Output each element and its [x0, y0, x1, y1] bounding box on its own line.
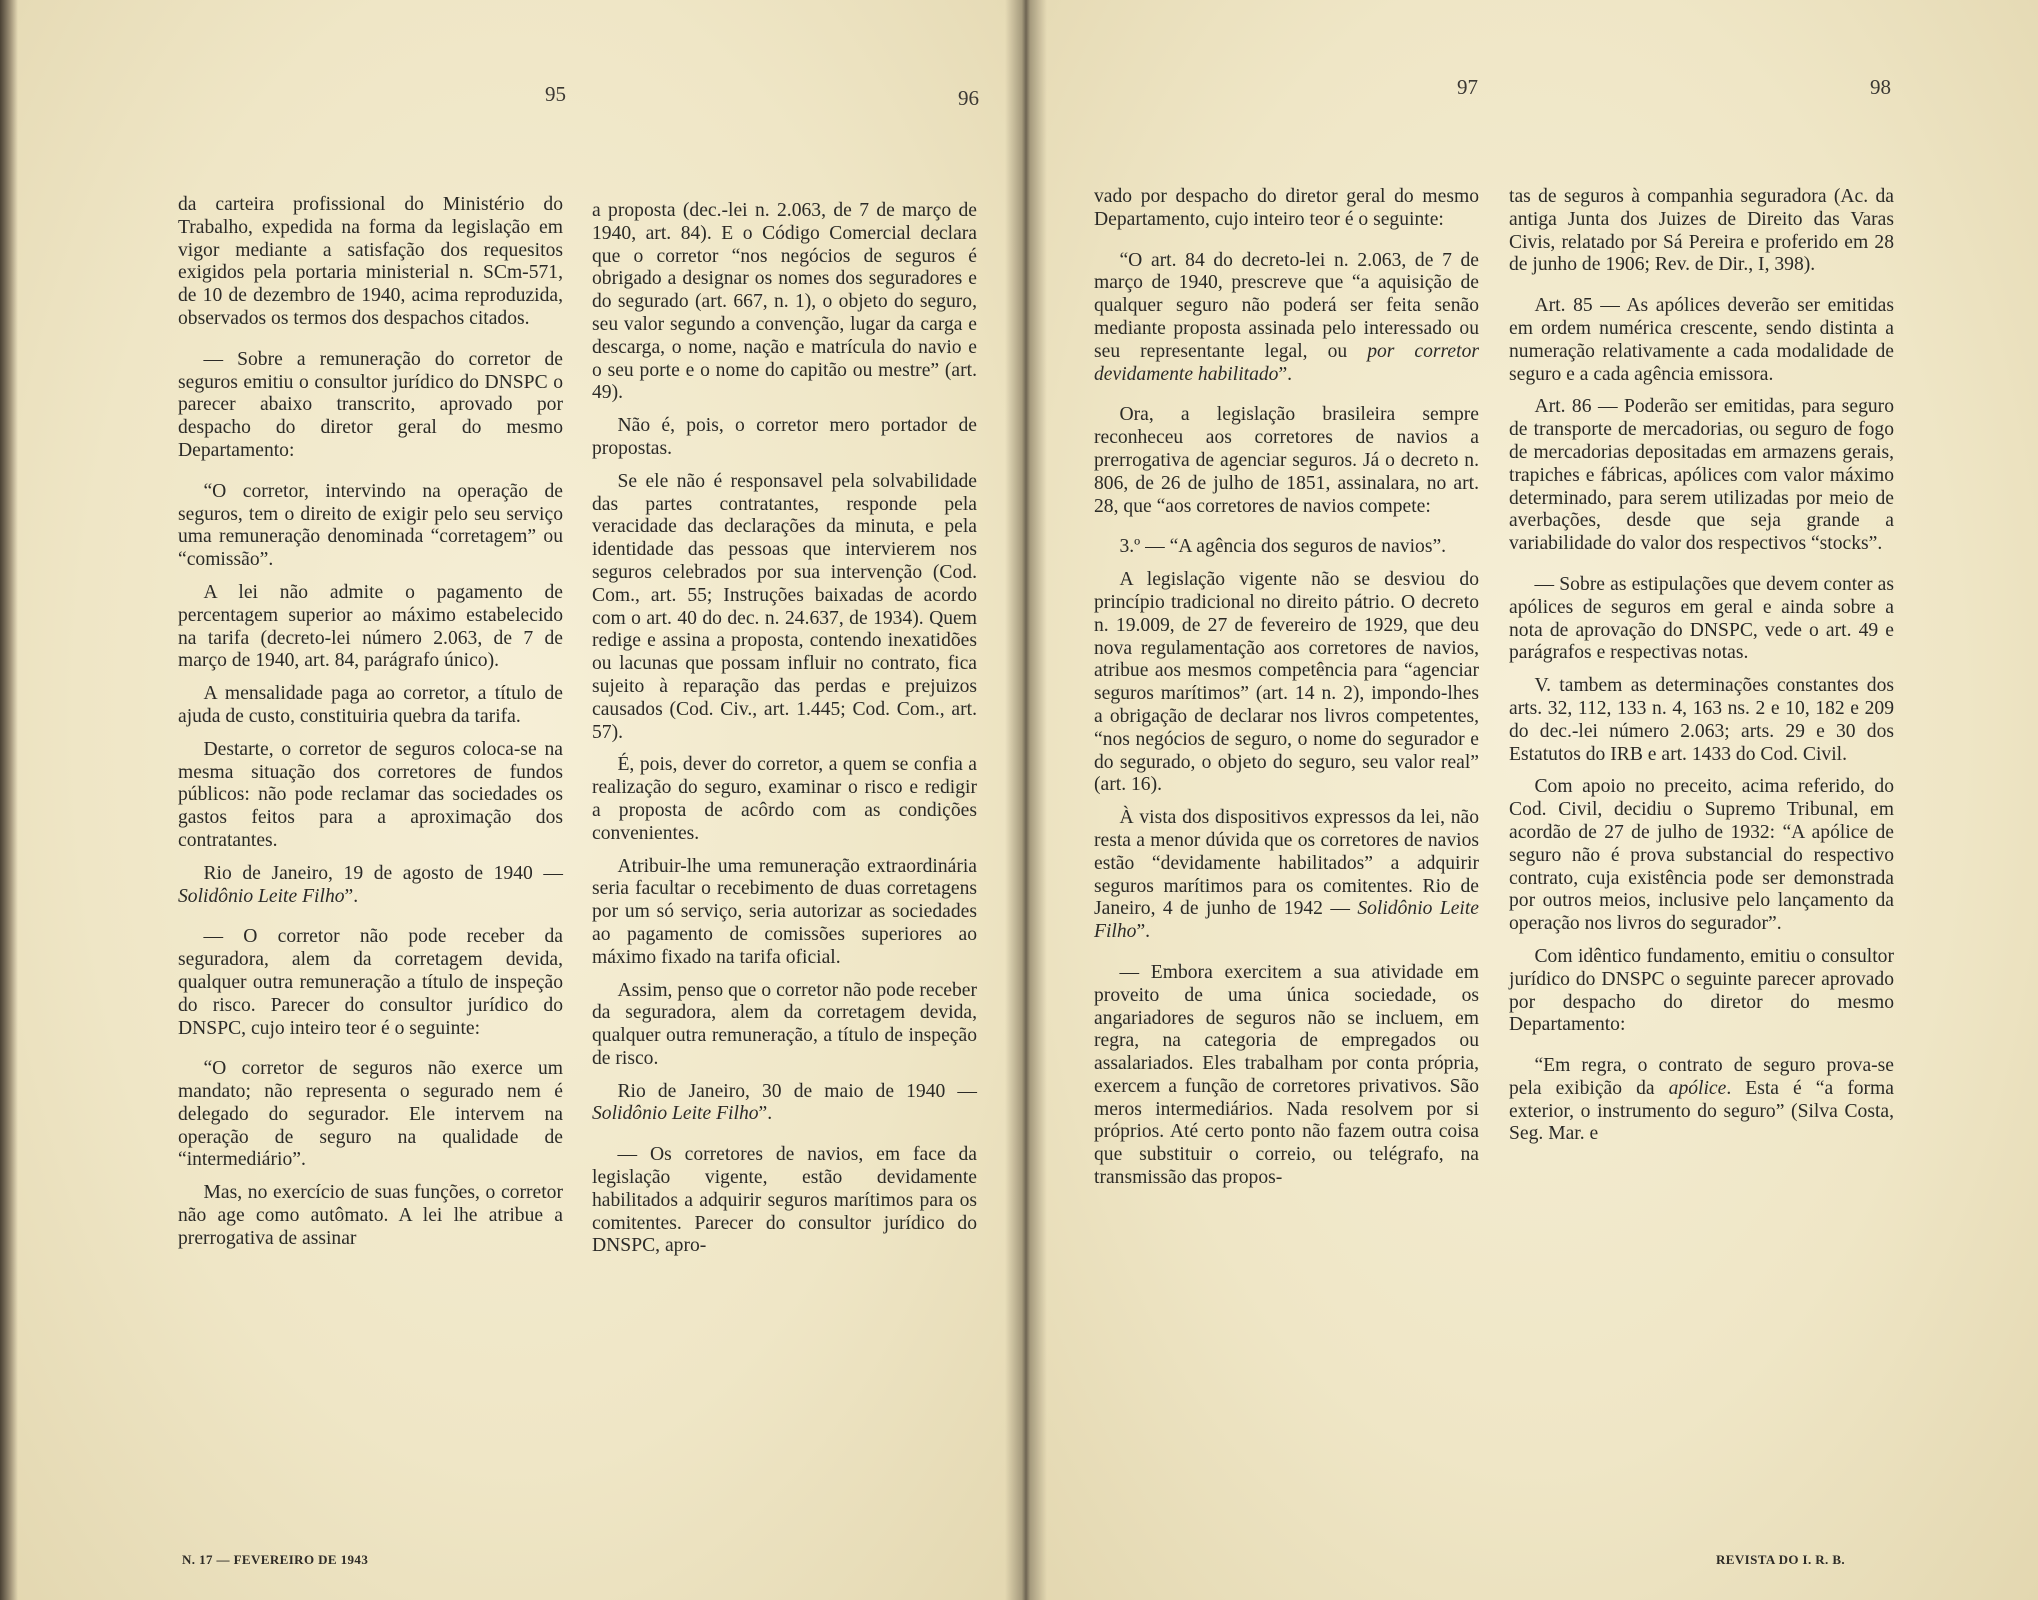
paragraph — [1509, 396, 1894, 556]
book-edge — [0, 0, 18, 1600]
paragraph — [178, 739, 563, 853]
text-column-page-96 — [592, 200, 977, 1268]
paragraph — [592, 471, 977, 745]
paragraph-text: Art. 86 — Poderão ser emitidas, para seguro de transporte de mercadorias, ou seguro de fogo de mercadorias depositadas em armazens gerais, trapiches e fábricas, apólices com valor máximo determinado, para serem utilizadas por meio de averbações, desde que seja grande a variabilidade do valor dos respectivos “stocks”. — [1509, 396, 1894, 555]
paragraph — [1094, 962, 1479, 1190]
paragraph — [1094, 807, 1479, 944]
paragraph — [1509, 675, 1894, 766]
italic-text: Solidônio Leite Filho — [1094, 898, 1479, 943]
paragraph — [178, 349, 563, 463]
paragraph — [592, 1144, 977, 1258]
paragraph — [1509, 1055, 1894, 1146]
footer-issue: N. 17 — FEVEREIRO DE 1943 — [182, 1552, 369, 1567]
paragraph-text: — Os corretores de navios, em face da legislação vigente, estão devidamente habilitados a adquirir seguros marítimos para os comitentes. Parecer do consultor jurídico do DNSPC, apro- — [592, 1144, 977, 1257]
italic-text: apólice — [1668, 1077, 1727, 1099]
text-column-page-98 — [1509, 186, 1894, 1156]
page-number-98: 98 — [1870, 75, 1891, 99]
book-gutter — [1005, 0, 1047, 1600]
paragraph — [592, 415, 977, 461]
paragraph-tail: ”. — [1136, 921, 1151, 943]
paragraph-tail: . Esta é “a forma exterior, o instrumento do seguro” (Silva Costa, Seg. Mar. e — [1509, 1077, 1894, 1145]
paragraph-text: — Embora exercitem a sua atividade em proveito de uma única sociedade, os angariadores de seguros não se incluem, em regra, na categoria de empregados ou assalariados. Eles trabalham por conta própria, exercem a função de corretores privativos. São meros intermediários. Nada resolvem por si próprios. Até certo ponto não fazem outra coisa que substituir o correio, ou telégrafo, na transmissão das propos- — [1094, 961, 1479, 1189]
italic-text: Solidônio Leite Filho — [592, 1103, 759, 1125]
paragraph-text: — Sobre a remuneração do corretor de seguros emitiu o consultor jurídico do DNSPC o parecer abaixo transcrito, aprovado por despacho do diretor geral do mesmo Departamento: — [178, 348, 563, 461]
paragraph — [1094, 186, 1479, 232]
paragraph-text: Se ele não é responsavel pela solvabilidade das partes contratantes, responde pela veracidade das declarações da minuta, e pela identidade das pessoas que intervierem nos seguros celebrados por sua intervenção (Cod. Com., art. 55; Instruções baixadas de acordo com o art. 40 do dec. n. 24.637, de 1934). Quem redige e assina a proposta, contendo inexatidões ou lacunas que possam influir no contrato, fica sujeito à reparação das perdas e prejuizos causados (Cod. Civ., art. 1.445; Cod. Com., art. 57). — [592, 470, 977, 743]
paragraph-text: V. tambem as determinações constantes dos arts. 32, 112, 133 n. 4, 163 ns. 2 e 10, 182 e 209 do dec.-lei número 2.063; arts. 29 e 30 dos Estatutos do IRB e art. 1433 do Cod. Civil. — [1509, 675, 1894, 765]
paragraph — [1509, 574, 1894, 665]
paragraph-text: Rio de Janeiro, 19 de agosto de 1940 — — [203, 862, 563, 884]
paragraph-text: a proposta (dec.-lei n. 2.063, de 7 de março de 1940, art. 84). E o Código Comercial declara que o corretor “nos negócios de seguros é obrigado a designar os nomes dos seguradores e do segurado (art. 667, n. 1), o objeto do seguro, seu valor segundo a convenção, lugar da carga e descarga, o nome, nação e matrícula do navio e o seu porte e o nome do capitão ou mestre” (art. 49). — [592, 200, 977, 404]
page-number-96: 96 — [958, 86, 979, 110]
italic-text: por corretor devidamente habilitado — [1094, 340, 1479, 385]
paragraph-text: “O corretor de seguros não exerce um mandato; não representa o segurado nem é delegado do segurador. Ele intervem na operação de seguro na qualidade de “intermediário”. — [178, 1058, 563, 1171]
paragraph — [178, 481, 563, 572]
paragraph-tail: ”. — [758, 1103, 773, 1125]
footer-journal: REVISTA DO I. R. B. — [1716, 1552, 1846, 1567]
paragraph — [1094, 404, 1479, 518]
paragraph-text: “O corretor, intervindo na operação de seguros, tem o direito de exigir pelo seu serviço uma remuneração denominada “corretagem” ou “comissão”. — [178, 480, 563, 571]
paragraph — [592, 856, 977, 970]
paragraph — [1509, 946, 1894, 1037]
paragraph-text: Mas, no exercício de suas funções, o corretor não age como autômato. A lei lhe atribue a prerrogativa de assinar — [178, 1182, 563, 1249]
paragraph — [1509, 776, 1894, 936]
paragraph-text: Com idêntico fundamento, emitiu o consultor jurídico do DNSPC o seguinte parecer aprovado por despacho do diretor do mesmo Departamento: — [1509, 945, 1894, 1036]
paragraph-text: — Sobre as estipulações que devem conter as apólices de seguros em geral e ainda sobre a nota de aprovação do DNSPC, vede o art. 49 e parágrafos e respectivas notas. — [1509, 573, 1894, 664]
paragraph — [592, 980, 977, 1071]
paragraph — [592, 1081, 977, 1127]
paragraph-text: Art. 85 — As apólices deverão ser emitidas em ordem numérica crescente, sendo distinta a numeração relativamente a cada modalidade de seguro e a cada agência emissora. — [1509, 295, 1894, 385]
paragraph — [1509, 295, 1894, 386]
paragraph-text: — O corretor não pode receber da seguradora, alem da corretagem devida, qualquer outra remuneração a título de inspeção do risco. Parecer do consultor jurídico do DNSPC, cujo inteiro teor é o seguinte: — [178, 926, 563, 1039]
italic-text: Solidônio Leite Filho — [178, 885, 345, 907]
paragraph — [1094, 536, 1479, 559]
paragraph — [592, 754, 977, 845]
paragraph — [1094, 250, 1479, 387]
paragraph — [178, 863, 563, 909]
paragraph-tail: ”. — [1278, 363, 1293, 385]
paragraph — [1094, 569, 1479, 797]
paragraph-text: “O art. 84 do decreto-lei n. 2.063, de 7 de março de 1940, prescreve que “a aquisição de qualquer seguro não poderá ser feita senão mediante proposta assinada pelo interessado ou seu representante legal, ou — [1094, 249, 1479, 362]
paragraph-text: A lei não admite o pagamento de percentagem superior ao máximo estabelecido na tarifa (decreto-lei número 2.063, de 7 de março de 1940, art. 84, parágrafo único). — [178, 581, 563, 672]
paragraph-text: A mensalidade paga ao corretor, a título de ajuda de custo, constituiria quebra da tarifa. — [178, 683, 563, 727]
paragraph — [178, 1058, 563, 1172]
text-column-page-95 — [178, 194, 563, 1261]
paragraph — [178, 683, 563, 729]
paragraph — [1509, 186, 1894, 277]
paragraph-text: vado por despacho do diretor geral do mesmo Departamento, cujo inteiro teor é o seguinte: — [1094, 186, 1479, 230]
paragraph-text: A legislação vigente não se desviou do princípio tradicional no direito pátrio. O decreto n. 19.009, de 27 de fevereiro de 1929, que deu nova regulamentação aos corretores de navios, atribue aos mesmos competência para “agenciar seguros marítimos” (art. 14 n. 2), impondo-lhes a obrigação de declarar nos livros competentes, “nos negócios de seguro, o nome do segurador e do segurado, o objeto do seguro, seu valor real” (art. 16). — [1094, 569, 1479, 796]
text-column-page-97 — [1094, 186, 1479, 1200]
paragraph-text: “Em regra, o contrato de seguro prova-se pela exibição da — [1509, 1055, 1894, 1099]
paragraph-text: É, pois, dever do corretor, a quem se confia a realização do seguro, examinar o risco e redigir a proposta de acôrdo com as condições convenientes. — [592, 754, 977, 844]
paragraph — [178, 194, 563, 331]
paragraph — [178, 582, 563, 673]
paragraph — [178, 926, 563, 1040]
paragraph-text: da carteira profissional do Ministério do Trabalho, expedida na forma da legislação em vigor mediante a satisfação dos requesitos exigidos pela portaria ministerial n. SCm-571, de 10 de dezembro de 1940, acima reproduzida, observados os termos dos despachos citados. — [178, 194, 563, 329]
paragraph-text: Destarte, o corretor de seguros coloca-se na mesma situação dos corretores de fundos públicos: não pode reclamar das sociedades os gastos feitos para a aproximação dos contratantes. — [178, 738, 563, 851]
page-number-97: 97 — [1457, 75, 1478, 99]
paragraph — [592, 200, 977, 405]
paragraph-text: Não é, pois, o corretor mero portador de propostas. — [592, 415, 977, 459]
paragraph-tail: ”. — [344, 885, 359, 907]
page-number-95: 95 — [545, 82, 566, 106]
paragraph-text: tas de seguros à companhia seguradora (Ac. da antiga Junta dos Juizes de Direito das Varas Civis, relatado por Sá Pereira e proferido em 28 de junho de 1906; Rev. de Dir., I, 398). — [1509, 186, 1894, 276]
paragraph-text: Com apoio no preceito, acima referido, do Cod. Civil, decidiu o Supremo Tribunal, em acordão de 27 de julho de 1932: “A apólice de seguro não é prova substancial do respectivo contrato, cuja existência pode ser demonstrada por outros meios, inclusive pelo lançamento da operação nos livros do segurador”. — [1509, 776, 1894, 935]
paragraph-text: Rio de Janeiro, 30 de maio de 1940 — — [617, 1080, 977, 1102]
paragraph-text: Ora, a legislação brasileira sempre reconheceu aos corretores de navios a prerrogativa de agenciar seguros. Já o decreto n. 806, de 26 de julho de 1851, assinalara, no art. 28, que “aos corretores de navios compete: — [1094, 404, 1479, 517]
paragraph-text: Assim, penso que o corretor não pode receber da seguradora, alem da corretagem devida, qualquer outra remuneração, a título de inspeção de risco. — [592, 979, 977, 1069]
paragraph-text: Atribuir-lhe uma remuneração extraordinária seria facultar o recebimento de duas corretagens por um só serviço, seria autorizar as sociedades ao pagamento de comissões superiores ao máximo fixado na tarifa oficial. — [592, 855, 977, 968]
paragraph — [178, 1182, 563, 1250]
paragraph-text: 3.º — “A agência dos seguros de navios”. — [1119, 536, 1447, 558]
paragraph-text: À vista dos dispositivos expressos da lei, não resta a menor dúvida que os corretores de navios estão “devidamente habilitados” a adquirir seguros marítimos para os comitentes. Rio de Janeiro, 4 de junho de 1942 — — [1094, 807, 1479, 920]
